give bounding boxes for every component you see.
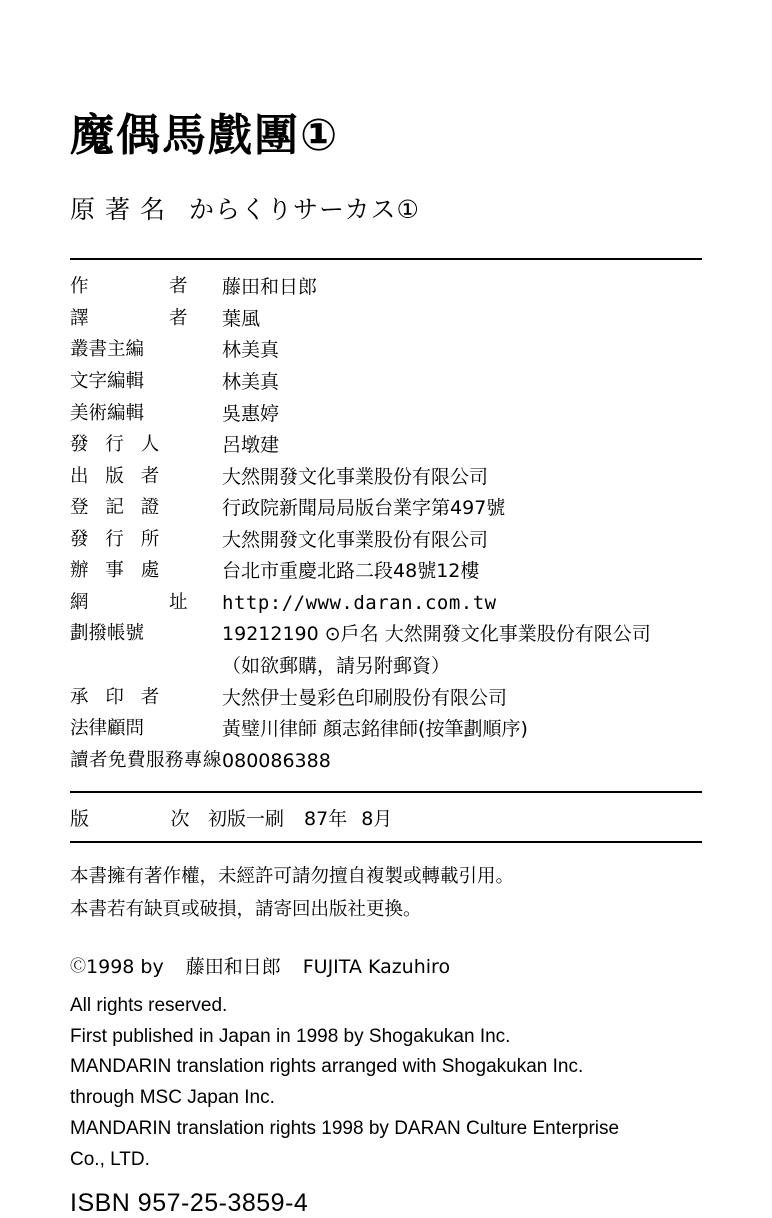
edition-label: 版 次 (70, 808, 205, 831)
credit-value: 藤田和日郎 (222, 276, 318, 299)
table-row-hotline (70, 748, 651, 780)
table-row (70, 495, 651, 527)
credit-value: 19212190 ⊙戶名 大然開發文化事業股份有限公司 (222, 623, 651, 646)
table-row (70, 590, 651, 622)
credit-label: 承 印 者 (70, 686, 165, 708)
original-title-label: 原著名 (70, 195, 176, 225)
credit-value: 林美真 (222, 339, 280, 362)
table-row (70, 369, 651, 401)
table-row (70, 464, 651, 496)
rights-line: All rights reserved. (70, 994, 228, 1016)
credit-value: 大然開發文化事業股份有限公司 (222, 465, 489, 488)
table-row (70, 685, 651, 717)
table-row (70, 716, 651, 748)
hotline-value: 080086388 (222, 749, 331, 772)
website-url[interactable]: http://www.daran.com.tw (222, 591, 497, 614)
credit-label: 文字編輯 (70, 371, 145, 393)
credit-label: 作 者 (70, 276, 203, 298)
original-title-value: からくりサーカス① (189, 195, 420, 225)
credit-label: 美術編輯 (70, 402, 145, 424)
credits-table (70, 274, 651, 779)
table-row (70, 527, 651, 559)
credit-value: 葉風 (222, 307, 261, 330)
credit-label: 劃撥帳號 (70, 623, 145, 645)
credit-label: 辦 事 處 (70, 560, 165, 582)
credit-label (70, 653, 222, 685)
table-row (70, 621, 651, 653)
credit-label: 譯 者 (70, 307, 203, 329)
table-row (70, 274, 651, 306)
isbn: ISBN 957-25-3859-4 (70, 1189, 309, 1218)
copyright-line (70, 952, 702, 979)
english-rights-block (70, 991, 702, 1176)
rights-line: First published in Japan in 1998 by Shogakukan Inc. (70, 1025, 511, 1047)
rights-line: MANDARIN translation rights 1998 by DARAN Culture Enterprise (70, 1117, 620, 1139)
credit-label: 網 址 (70, 591, 203, 613)
edition-year: 87年 (304, 808, 348, 831)
credit-value: 吳惠婷 (222, 402, 280, 425)
edition-month: 8月 (361, 808, 393, 831)
credit-label: 發 行 所 (70, 528, 165, 550)
copyright-year: 1998 by (86, 955, 164, 978)
credit-value-note: （如欲郵購，請另附郵資） (222, 654, 451, 677)
credit-label: 法律顧問 (70, 718, 145, 740)
divider-middle (70, 791, 702, 793)
notice-copyright-warning: 本書擁有著作權，未經許可請勿擅自複製或轉載引用。 (70, 866, 515, 888)
table-row (70, 558, 651, 590)
divider-bottom (70, 841, 702, 843)
edition-printing: 初版一刷 (208, 808, 285, 831)
credit-label: 叢書主編 (70, 339, 145, 361)
credit-value: 行政院新聞局局版台業字第497號 (222, 497, 506, 520)
credit-value: 呂墩建 (222, 434, 280, 457)
original-title-line (70, 190, 702, 226)
hotline-label: 讀者免費服務專線 (70, 749, 223, 771)
copyright-author-cn: 藤田和日郎 (185, 955, 281, 978)
copyright-author-en: FUJITA Kazuhiro (302, 955, 451, 978)
notices-block (70, 861, 702, 926)
rights-line: through MSC Japan Inc. (70, 1087, 275, 1109)
divider-top (70, 258, 702, 260)
table-row (70, 401, 651, 433)
credit-label: 登 記 證 (70, 497, 165, 519)
table-row (70, 306, 651, 338)
credit-value: 大然伊士曼彩色印刷股份有限公司 (222, 686, 508, 709)
edition-line (70, 804, 702, 831)
credit-label: 發 行 人 (70, 434, 165, 456)
rights-line: MANDARIN translation rights arranged with Shogakukan Inc. (70, 1056, 584, 1078)
credit-value: 台北市重慶北路二段48號12樓 (222, 560, 480, 583)
page-title: 魔偶馬戲團① (70, 110, 340, 161)
table-row (70, 337, 651, 369)
notice-damaged-copy: 本書若有缺頁或破損，請寄回出版社更換。 (70, 898, 422, 920)
copyright-icon: Ⓒ (70, 955, 87, 975)
credit-value: 林美真 (222, 371, 280, 394)
credit-label: 出 版 者 (70, 465, 165, 487)
credit-value: 大然開發文化事業股份有限公司 (222, 528, 489, 551)
credit-value: 黃璧川律師 顏志銘律師(按筆劃順序) (222, 718, 528, 741)
table-row (70, 653, 651, 685)
rights-line: Co., LTD. (70, 1148, 150, 1170)
table-row (70, 432, 651, 464)
